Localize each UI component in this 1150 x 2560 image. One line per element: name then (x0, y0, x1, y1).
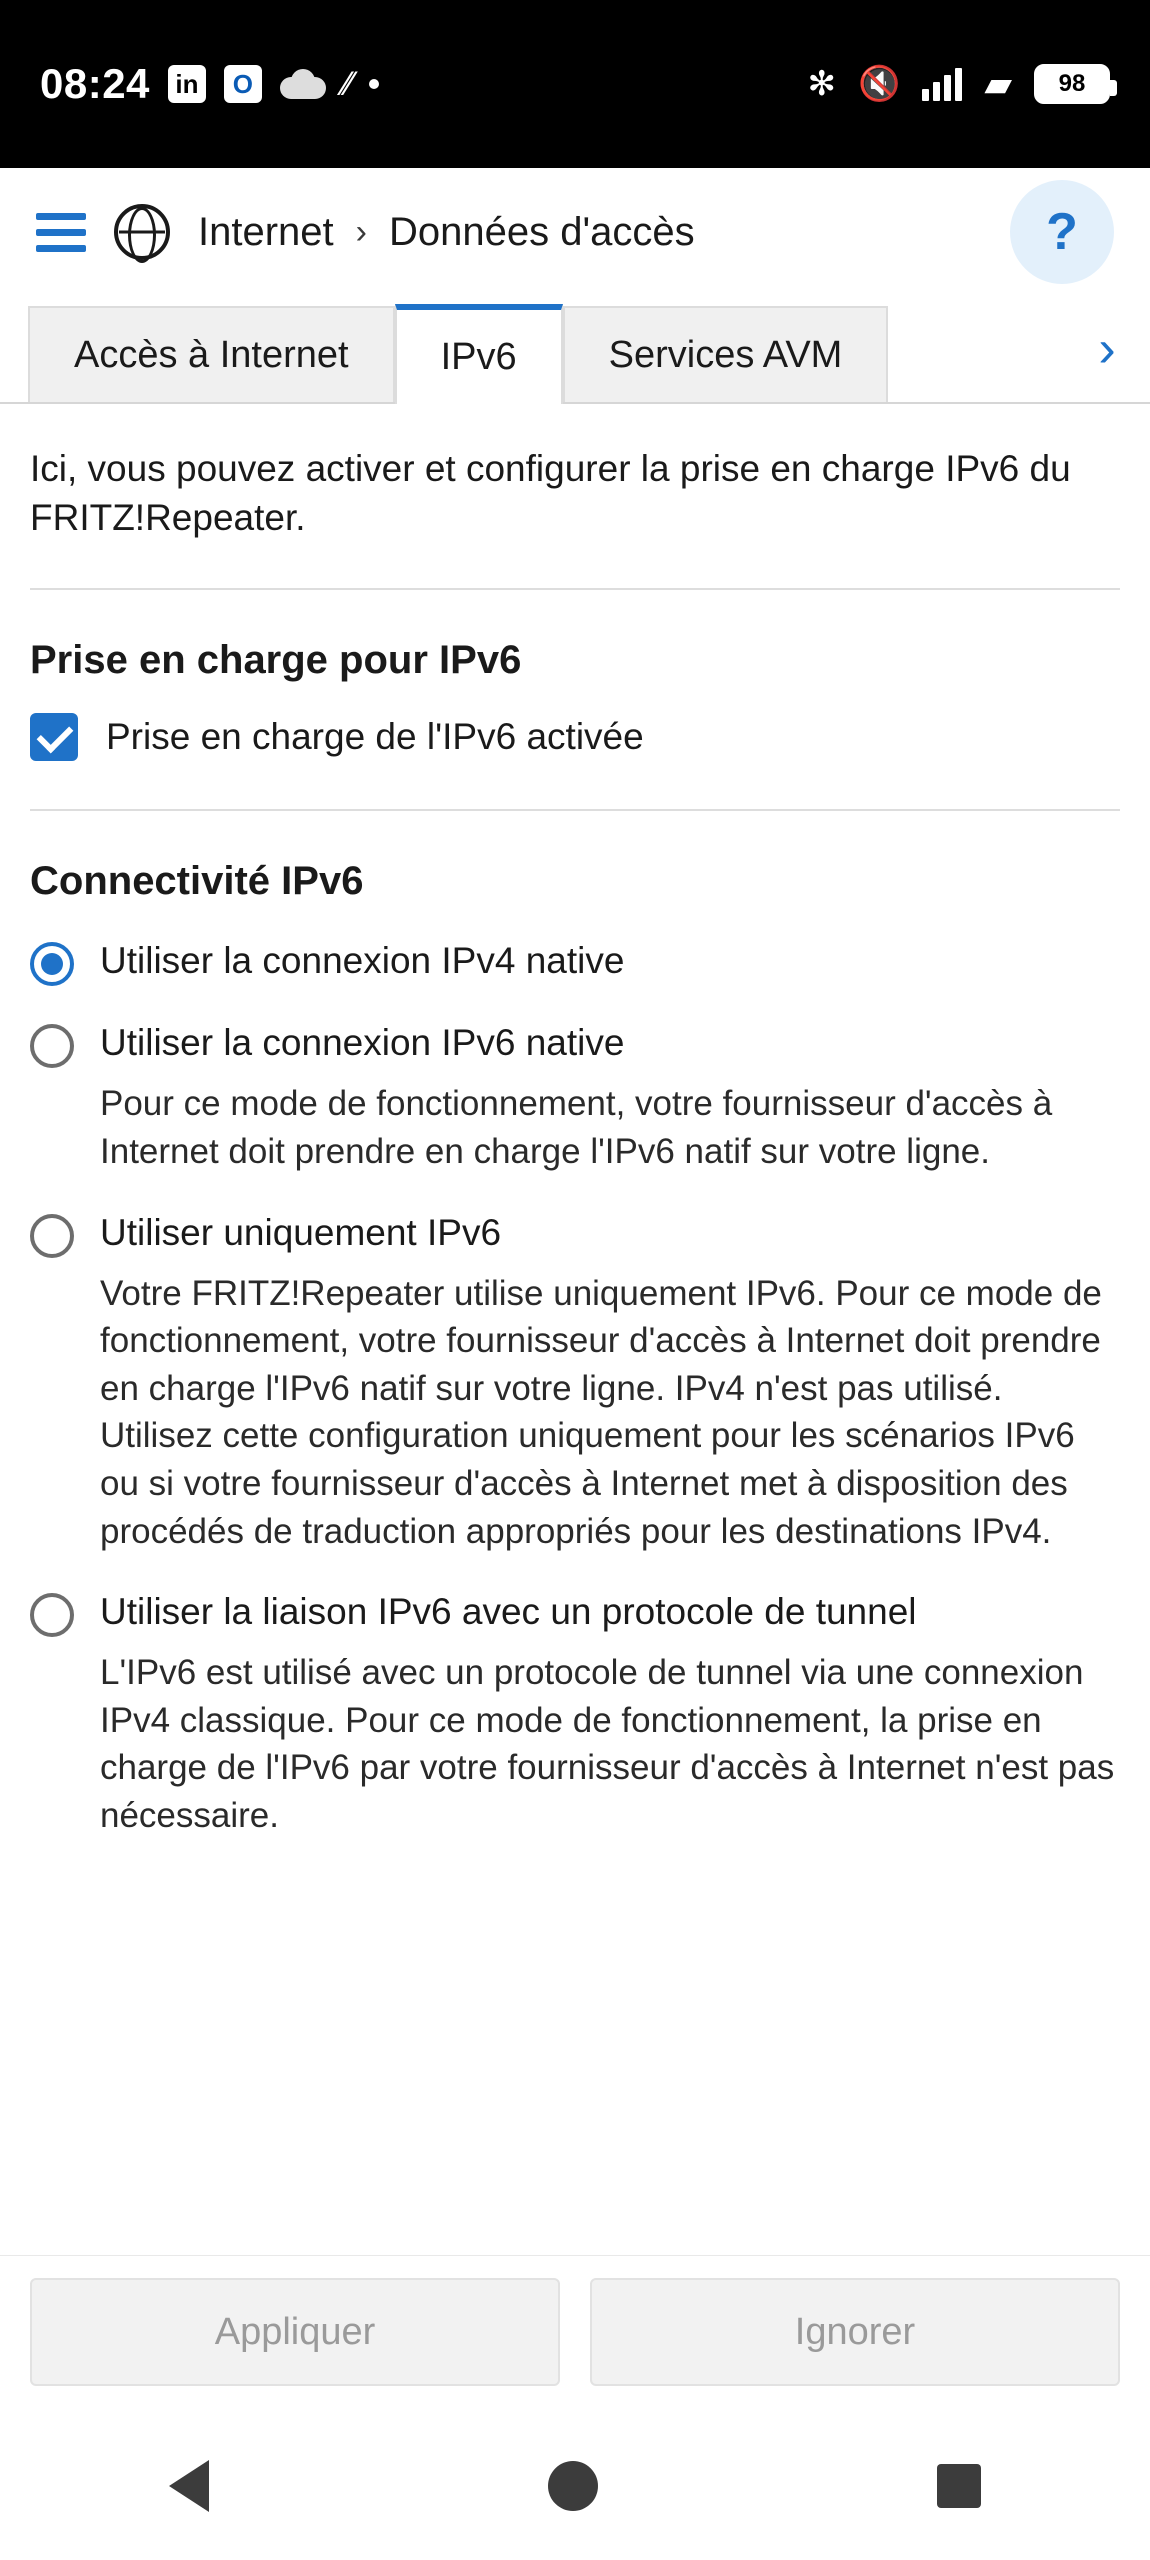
radio-desc-ipv6-only: Votre FRITZ!Repeater utilise uniquement IPv6. Pour ce mode de fonctionnement, votre fournisseur d'accès à Internet doit prendre en charge l'IPv6 natif sur votre ligne. IPv4 n'est pas utilisé. Utilisez cette configuration uniquement pour les scénarios IPv6 ou si votre fournisseur d'accès à Internet met à disposition des procédés de traduction appropriés pour les destinations IPv4. (100, 1273, 1102, 1551)
tab-bar (0, 296, 1150, 404)
tabs-scroll-right-icon[interactable]: › (1064, 296, 1150, 402)
section-title-connectivity: Connectivité IPv6 (30, 859, 364, 904)
cloud-icon (280, 69, 326, 99)
action-bar (0, 2255, 1150, 2412)
mute-icon: 🔇 (857, 65, 901, 103)
hamburger-icon[interactable] (36, 213, 86, 252)
ipv6-support-checkbox-row[interactable] (30, 713, 1120, 761)
divider-1 (30, 588, 1120, 590)
bluetooth-icon: ✻ (807, 65, 836, 103)
help-button[interactable]: ? (1010, 180, 1114, 284)
status-time: 08:24 (40, 60, 150, 107)
signal-icon (922, 67, 962, 101)
tab-services-avm[interactable]: Services AVM (563, 306, 889, 402)
breadcrumb-item-internet[interactable]: Internet (198, 209, 334, 254)
ipv6-support-checkbox[interactable] (30, 713, 78, 761)
radio-ipv4-native[interactable] (30, 942, 74, 986)
breadcrumb-item-access-data[interactable]: Données d'accès (388, 209, 695, 254)
battery-level: 98 (1058, 70, 1086, 97)
breadcrumb (198, 210, 982, 255)
tab-ipv6[interactable]: IPv6 (395, 304, 563, 404)
radio-label-ipv6-only: Utiliser uniquement IPv6 (100, 1211, 502, 1253)
globe-icon (114, 204, 170, 260)
radio-desc-ipv6-tunnel: L'IPv6 est utilisé avec un protocole de tunnel via une connexion IPv4 classique. Pour ce mode de fonctionnement, la prise en charge de l'IPv6 par votre fournisseur d'accès à Internet n'est pas nécessaire. (100, 1653, 1115, 1835)
radio-option-ipv6-only[interactable] (30, 1210, 1120, 1258)
cancel-button[interactable]: Ignorer (590, 2278, 1120, 2386)
ipv6-support-checkbox-label: Prise en charge de l'IPv6 activée (106, 716, 644, 758)
main-content (0, 404, 1150, 2304)
apply-button[interactable]: Appliquer (30, 2278, 560, 2386)
radio-ipv6-only[interactable] (30, 1214, 74, 1258)
nav-home-icon[interactable] (548, 2461, 598, 2511)
app-header (0, 168, 1150, 296)
linkedin-icon: in (168, 65, 206, 103)
intro-text: Ici, vous pouvez activer et configurer la prise en charge IPv6 du FRITZ!Repeater. (30, 448, 1071, 539)
section-title-support: Prise en charge pour IPv6 (30, 638, 522, 683)
radio-desc-ipv6-native: Pour ce mode de fonctionnement, votre fournisseur d'accès à Internet doit prendre en charge l'IPv6 natif sur votre ligne. (100, 1084, 1053, 1171)
divider-2 (30, 809, 1120, 811)
status-bar-left (40, 60, 807, 108)
radio-label-ipv4-native: Utiliser la connexion IPv4 native (100, 940, 625, 982)
radio-label-ipv6-tunnel: Utiliser la liaison IPv6 avec un protocole de tunnel (100, 1591, 917, 1633)
dot-icon (369, 79, 379, 89)
radio-label-ipv6-native: Utiliser la connexion IPv6 native (100, 1022, 625, 1064)
status-bar (0, 0, 1150, 168)
wifi-icon: ▰ (984, 63, 1012, 104)
radio-option-ipv6-tunnel[interactable] (30, 1589, 1120, 1637)
tab-acces-internet[interactable]: Accès à Internet (28, 306, 395, 402)
motion-icon: ⁄⁄ (343, 64, 352, 103)
outlook-icon: O (224, 65, 262, 103)
radio-option-ipv6-native[interactable] (30, 1020, 1120, 1068)
radio-ipv6-tunnel[interactable] (30, 1593, 74, 1637)
battery-icon (1034, 64, 1110, 104)
status-bar-right (807, 63, 1110, 105)
chevron-right-icon: › (355, 212, 367, 251)
nav-back-icon[interactable] (169, 2460, 209, 2512)
radio-ipv6-native[interactable] (30, 1024, 74, 1068)
nav-recents-icon[interactable] (937, 2464, 981, 2508)
radio-option-ipv4-native[interactable] (30, 938, 1120, 986)
system-navigation-bar (0, 2412, 1150, 2560)
